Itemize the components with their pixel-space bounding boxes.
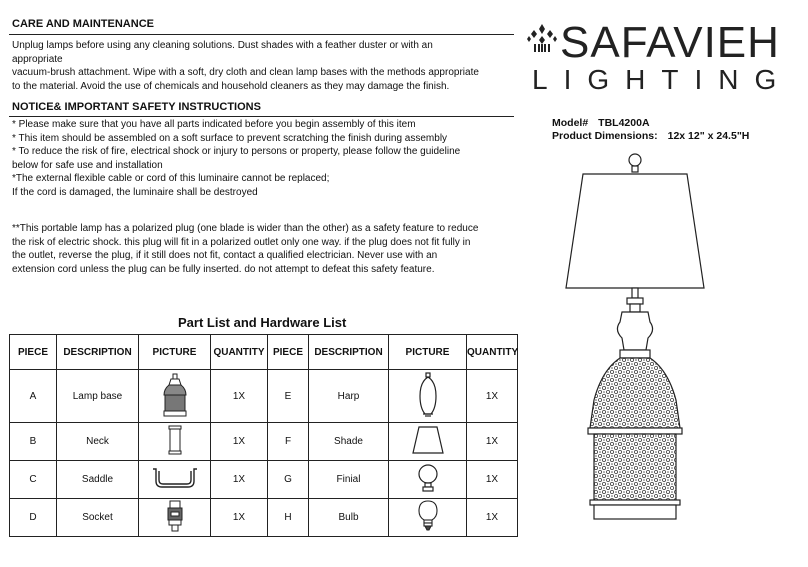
divider <box>9 34 514 35</box>
description-cell: Saddle <box>57 461 139 499</box>
table-row <box>10 499 518 537</box>
notice-heading: NOTICE& IMPORTANT SAFETY INSTRUCTIONS <box>12 101 261 113</box>
piece-cell: B <box>10 423 57 461</box>
dimensions-label: Product Dimensions: <box>552 130 658 142</box>
piece-cell: E <box>268 370 309 423</box>
parts-table <box>9 334 518 537</box>
saddle-icon <box>150 465 200 491</box>
column-header: QUANTITY <box>467 335 518 370</box>
quantity-cell: 1X <box>211 461 268 499</box>
picture-cell <box>389 499 467 537</box>
column-header: PIECE <box>10 335 57 370</box>
notice-line: * Please make sure that you have all parts indicated before you begin assembly of this item <box>12 119 416 130</box>
plug-paragraph <box>12 222 478 276</box>
column-header: PIECE <box>268 335 309 370</box>
parts-table-title: Part List and Hardware List <box>178 315 347 330</box>
table-row <box>10 423 518 461</box>
picture-cell <box>389 423 467 461</box>
model-info <box>552 117 749 143</box>
notice-line: below for safe use and installation <box>12 159 163 171</box>
description-cell: Bulb <box>309 499 389 537</box>
description-cell: Shade <box>309 423 389 461</box>
divider <box>9 116 514 117</box>
table-row <box>10 461 518 499</box>
piece-cell: G <box>268 461 309 499</box>
quantity-cell: 1X <box>467 370 518 423</box>
plug-line: the outlet, reverse the plug, if it still does not fit, contact a qualified electrician. Never use with an <box>12 250 438 261</box>
shade-icon <box>411 425 445 455</box>
quantity-cell: 1X <box>211 370 268 423</box>
picture-cell <box>139 423 211 461</box>
notice-line: If the cord is damaged, the luminaire shall be destroyed <box>12 186 258 198</box>
picture-cell <box>389 461 467 499</box>
socket-icon <box>166 500 184 532</box>
finial-icon <box>416 463 440 493</box>
brand-fleur-icon <box>527 22 557 54</box>
piece-cell: F <box>268 423 309 461</box>
neck-icon <box>167 425 183 455</box>
column-header: PICTURE <box>389 335 467 370</box>
description-cell: Socket <box>57 499 139 537</box>
picture-cell <box>139 461 211 499</box>
plug-line: the risk of electric shock. this plug will fit in a polarized outlet only one way. if the plug does not fit fully in <box>12 236 471 248</box>
plug-line: extension cord unless the plug can be fully inserted. do not attempt to defeat this safety feature. <box>12 263 435 275</box>
column-header: QUANTITY <box>211 335 268 370</box>
bulb-icon <box>418 500 438 532</box>
harp-icon <box>417 372 439 418</box>
description-cell: Harp <box>309 370 389 423</box>
piece-cell: A <box>10 370 57 423</box>
quantity-cell: 1X <box>467 499 518 537</box>
lamp-illustration <box>550 150 710 525</box>
care-line: to the material. Avoid the use of chemicals and household cleaners as they may damage the finish. <box>12 80 450 92</box>
column-header: PICTURE <box>139 335 211 370</box>
dimensions-value: 12x 12" x 24.5"H <box>667 130 750 142</box>
notice-line: *The external flexible cable or cord of this luminaire cannot be replaced; <box>12 173 330 184</box>
quantity-cell: 1X <box>467 461 518 499</box>
column-header: DESCRIPTION <box>57 335 139 370</box>
quantity-cell: 1X <box>211 499 268 537</box>
piece-cell: H <box>268 499 309 537</box>
plug-line: **This portable lamp has a polarized plug (one blade is wider than the other) as a safety feature to reduce <box>12 223 479 234</box>
care-line: vacuum-brush attachment. Wipe with a soft, dry cloth and clean lamp bases with the methods appropriate <box>12 67 479 78</box>
care-paragraph <box>12 39 479 93</box>
notice-line: * To reduce the risk of fire, electrical shock or injury to persons or property, please follow the guideline <box>12 146 461 157</box>
quantity-cell: 1X <box>211 423 268 461</box>
table-row <box>10 370 518 423</box>
picture-cell <box>139 499 211 537</box>
picture-cell <box>389 370 467 423</box>
description-cell: Finial <box>309 461 389 499</box>
care-heading: CARE AND MAINTENANCE <box>12 18 154 30</box>
picture-cell <box>139 370 211 423</box>
notice-line: * This item should be assembled on a soft surface to prevent scratching the finish during assembly <box>12 132 448 144</box>
notice-paragraph <box>12 118 460 199</box>
model-number: TBL4200A <box>598 117 650 129</box>
lamp-base-icon <box>162 373 188 417</box>
care-line: appropriate <box>12 53 63 65</box>
model-label: Model# <box>552 117 589 129</box>
column-header: DESCRIPTION <box>309 335 389 370</box>
brand-subtitle: LIGHTING <box>532 64 793 95</box>
brand-name: SAFAVIEH <box>560 18 780 67</box>
description-cell: Neck <box>57 423 139 461</box>
care-line: Unplug lamps before using any cleaning solutions. Dust shades with a feather duster or with an <box>12 40 433 51</box>
piece-cell: C <box>10 461 57 499</box>
table-header-row <box>10 335 518 370</box>
piece-cell: D <box>10 499 57 537</box>
quantity-cell: 1X <box>467 423 518 461</box>
description-cell: Lamp base <box>57 370 139 423</box>
